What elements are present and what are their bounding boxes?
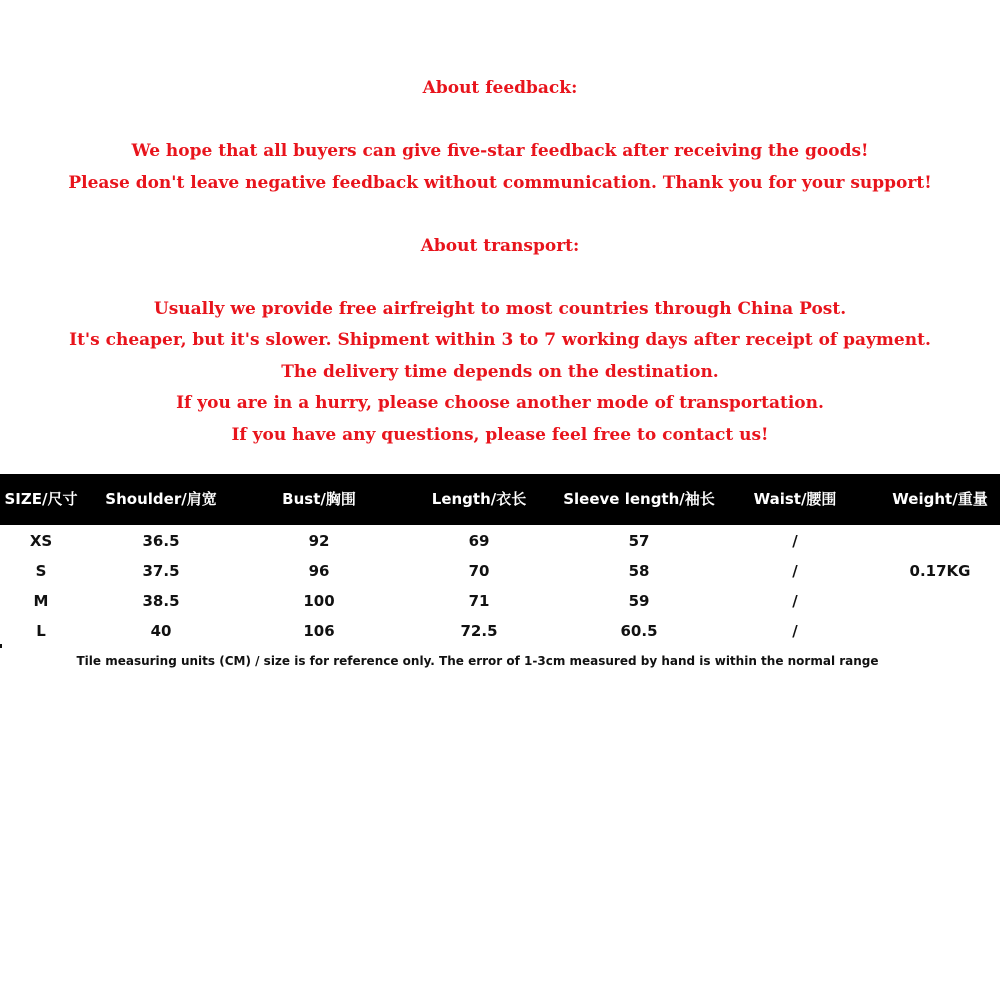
transport-line-2: It's cheaper, but it's slower. Shipment within 3 to 7 working days after receipt of payment. bbox=[69, 330, 931, 350]
cell-waist: / bbox=[792, 562, 798, 580]
edge-mark bbox=[0, 644, 2, 648]
cell-size: L bbox=[36, 622, 46, 640]
cell-shoulder: 36.5 bbox=[142, 532, 180, 550]
header-waist: Waist/腰围 bbox=[753, 490, 837, 508]
cell-shoulder: 40 bbox=[150, 622, 172, 640]
header-weight: Weight/重量 bbox=[892, 490, 988, 508]
cell-size: S bbox=[35, 562, 47, 580]
cell-shoulder: 38.5 bbox=[142, 592, 180, 610]
cell-length: 71 bbox=[468, 592, 490, 610]
size-table-header bbox=[0, 474, 1000, 525]
cell-size: M bbox=[33, 592, 49, 610]
transport-line-1: Usually we provide free airfreight to most countries through China Post. bbox=[153, 299, 847, 319]
cell-length: 72.5 bbox=[460, 622, 498, 640]
cell-bust: 106 bbox=[303, 622, 335, 640]
header-shoulder: Shoulder/肩宽 bbox=[105, 490, 217, 508]
transport-line-4: If you are in a hurry, please choose another mode of transportation. bbox=[176, 393, 824, 413]
transport-line-3: The delivery time depends on the destination. bbox=[281, 362, 719, 382]
header-size: SIZE/尺寸 bbox=[4, 490, 78, 508]
feedback-heading: About feedback: bbox=[422, 78, 578, 98]
cell-size: XS bbox=[29, 532, 53, 550]
cell-bust: 92 bbox=[308, 532, 330, 550]
cell-weight: 0.17KG bbox=[909, 562, 971, 580]
header-length: Length/衣长 bbox=[431, 490, 527, 508]
cell-length: 70 bbox=[468, 562, 490, 580]
size-footnote: Tile measuring units (CM) / size is for reference only. The error of 1-3cm measured by hand is within the normal range bbox=[76, 654, 879, 668]
cell-waist: / bbox=[792, 592, 798, 610]
header-sleeve-length: Sleeve length/袖长 bbox=[563, 490, 715, 508]
transport-line-5: If you have any questions, please feel free to contact us! bbox=[231, 425, 769, 445]
header-bust: Bust/胸围 bbox=[282, 490, 356, 508]
cell-sleeve-length: 57 bbox=[628, 532, 650, 550]
cell-length: 69 bbox=[468, 532, 490, 550]
cell-waist: / bbox=[792, 532, 798, 550]
cell-sleeve-length: 60.5 bbox=[620, 622, 658, 640]
transport-heading: About transport: bbox=[420, 236, 580, 256]
cell-sleeve-length: 59 bbox=[628, 592, 650, 610]
cell-bust: 96 bbox=[308, 562, 330, 580]
cell-bust: 100 bbox=[303, 592, 335, 610]
feedback-line-2: Please don't leave negative feedback without communication. Thank you for your support! bbox=[68, 173, 932, 193]
cell-shoulder: 37.5 bbox=[142, 562, 180, 580]
cell-waist: / bbox=[792, 622, 798, 640]
feedback-line-1: We hope that all buyers can give five-star feedback after receiving the goods! bbox=[131, 141, 869, 161]
cell-sleeve-length: 58 bbox=[628, 562, 650, 580]
